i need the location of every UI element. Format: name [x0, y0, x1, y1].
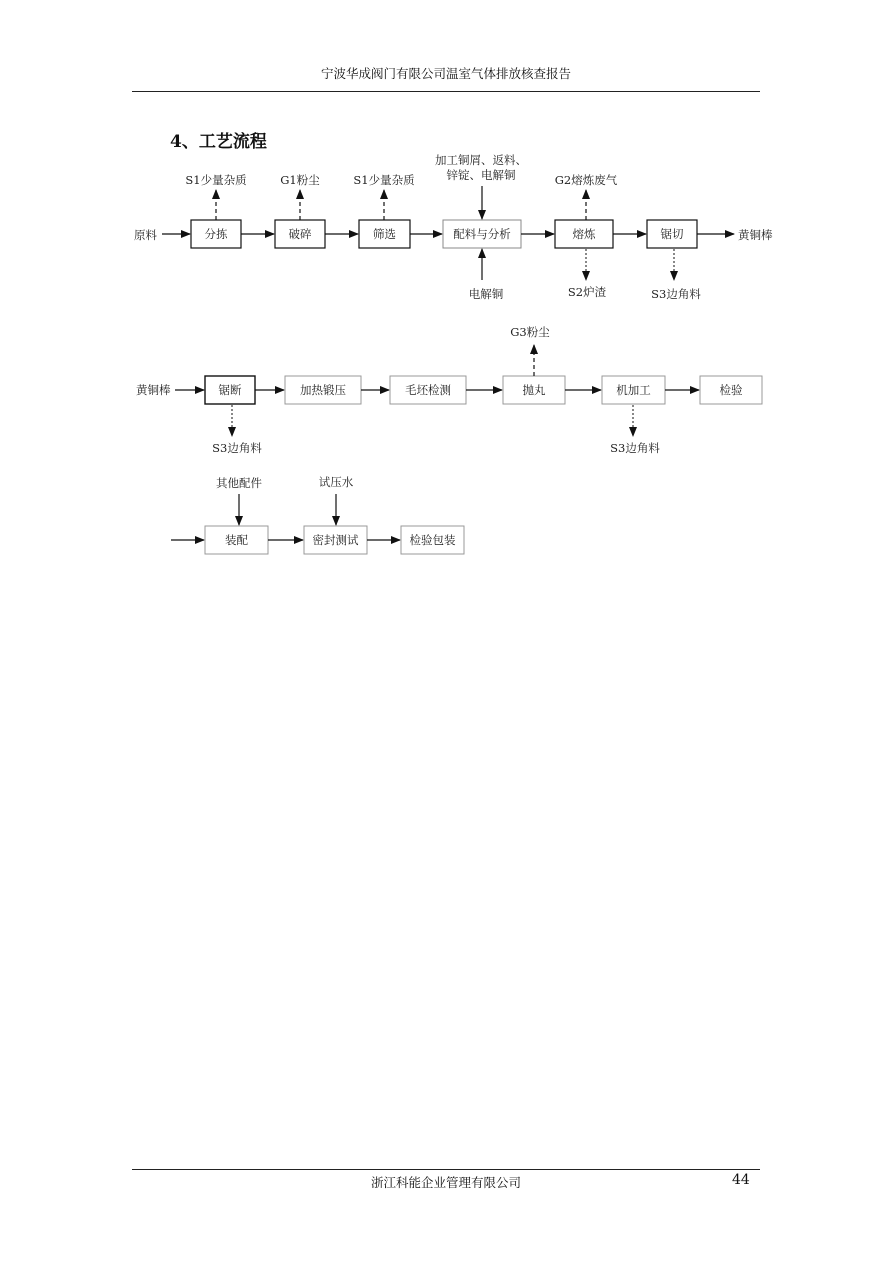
flow2-step-forging	[285, 376, 361, 404]
svg-text:机加工: 机加工	[616, 383, 651, 397]
svg-text:锯断: 锯断	[218, 383, 242, 397]
flow2-step-inspection	[700, 376, 762, 404]
flow1-emission-s2: S2炉渣	[567, 285, 607, 299]
flow1-emission-s1b: S1少量杂质	[353, 173, 415, 187]
svg-text:锯切: 锯切	[660, 227, 684, 241]
section-title: 4、工艺流程	[170, 132, 267, 152]
page-header: 宁波华成阀门有限公司温室气体排放核查报告	[320, 66, 571, 81]
svg-text:检验包装: 检验包装	[409, 533, 456, 547]
flow1-step-sawing	[647, 220, 697, 248]
svg-text:抛丸: 抛丸	[522, 383, 546, 397]
flow2-input-label: 黄铜棒	[136, 383, 171, 397]
flow3-step-assembly	[205, 526, 268, 554]
flow1-emission-s3: S3边角料	[651, 287, 701, 301]
flow3-step-inspect-pack	[401, 526, 464, 554]
footer-rule	[132, 1169, 760, 1170]
flow1-step-smelting	[555, 220, 613, 248]
flow1-emission-g1: G1粉尘	[280, 173, 320, 187]
flow1-step-crush	[275, 220, 325, 248]
flow2-emission-s3a: S3边角料	[212, 441, 262, 455]
flow3-input-water: 试压水	[318, 475, 354, 489]
flow1-input-label: 原料	[134, 228, 157, 242]
flow2-emission-s3b: S3边角料	[610, 441, 660, 455]
flow3-step-seal-test	[304, 526, 367, 554]
flow1-step-screen	[359, 220, 410, 248]
flow2-step-shot-blasting	[503, 376, 565, 404]
flow1-emission-s1: S1少量杂质	[185, 173, 247, 187]
svg-text:筛选: 筛选	[373, 227, 396, 241]
flow2-step-machining	[602, 376, 665, 404]
svg-text:检验: 检验	[719, 383, 743, 397]
flow1-step-batching	[443, 220, 521, 248]
flow2-step-cutoff	[205, 376, 255, 404]
svg-text:分拣: 分拣	[204, 227, 228, 241]
process-flow-diagram	[0, 0, 892, 620]
flow1-output-label: 黄铜棒	[738, 228, 773, 242]
flow1-input-bottom: 电解铜	[468, 287, 504, 301]
flow1-input-top-line1: 加工铜屑、返料、	[435, 153, 527, 167]
flow1-step-sort	[191, 220, 241, 248]
svg-text:毛坯检测: 毛坯检测	[405, 383, 451, 397]
flow3-input-parts: 其他配件	[216, 476, 262, 490]
flow1-emission-g2: G2熔炼废气	[554, 173, 618, 187]
svg-text:密封测试: 密封测试	[312, 533, 359, 547]
svg-text:加热锻压: 加热锻压	[300, 383, 346, 397]
flow1-input-top-line2: 锌锭、电解铜	[446, 168, 516, 182]
flow2-step-blank-inspection	[390, 376, 466, 404]
svg-text:破碎: 破碎	[288, 227, 312, 241]
flow2-emission-g3: G3粉尘	[510, 325, 550, 339]
page-number: 44	[732, 1172, 750, 1188]
footer-company: 浙江科能企业管理有限公司	[370, 1175, 521, 1190]
svg-text:配料与分析: 配料与分析	[453, 227, 511, 241]
svg-text:熔炼: 熔炼	[572, 227, 596, 241]
svg-text:装配: 装配	[225, 533, 248, 547]
